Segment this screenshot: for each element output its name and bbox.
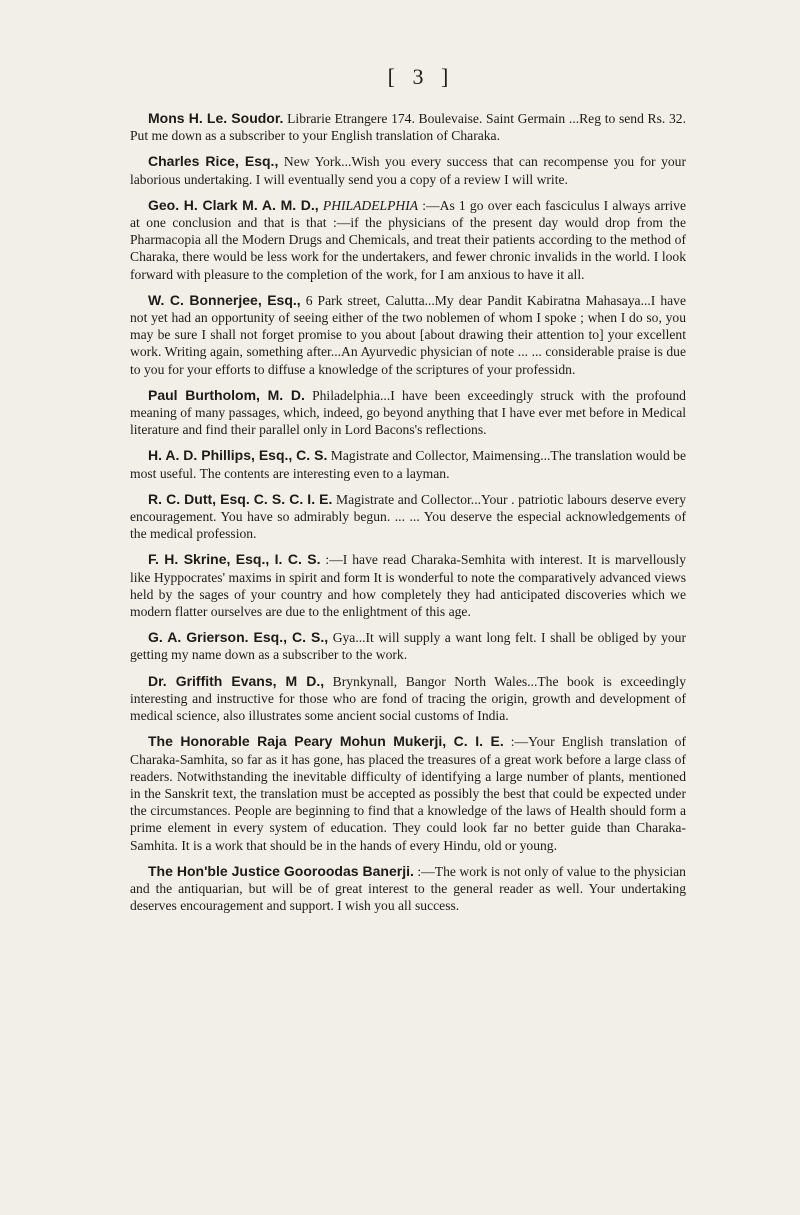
testimonial-author: Mons H. Le. Soudor. bbox=[148, 110, 284, 126]
testimonial-text: Magistrate and Collector...Your . patriotic labours deserve every encouragement. You have so admirably begun. ... ... You deserve the especial acknowledgements of the medical profession. bbox=[130, 491, 686, 542]
testimonial-entry bbox=[130, 153, 686, 187]
testimonial-author: W. C. Bonnerjee, Esq., bbox=[148, 291, 301, 308]
testimonial-text: :—As 1 go over each fasciculus I always arrive at one conclusion and that is that :—if the physicians of the present day would drop from the Pharmacopia all the Modern Drugs and Chemicals, and treat their patients according to the method of Charaka, there would be less work for the undertakers, and fewer chronic invalids in the world. I look forward with pleasure to the completion of the work, for I am anxious to have it all. bbox=[130, 197, 687, 282]
testimonial-text: Librarie Etrangere 174. Boulevaise. Saint Germain ...Reg to send Rs. 32. Put me down as a subscriber to your English translation of Charaka. bbox=[130, 111, 686, 144]
testimonial-entry bbox=[130, 673, 686, 725]
testimonial-author: The Honorable Raja Peary Mohun Mukerji, C. I. E. bbox=[148, 733, 504, 750]
testimonial-entry bbox=[130, 387, 686, 439]
testimonial-author: Charles Rice, Esq., bbox=[148, 153, 279, 170]
testimonial-text: :—I have read Charaka-Semhita with interest. It is marvellously like Hyppocrates' maxims in spirit and form It is wonderful to note the comparatively advanced views held by the sages of your country and how completely they had anticipated discoveries which we modern flatter ourselves are due to the enlightment of this age. bbox=[130, 552, 686, 620]
testimonial-text: :—Your English translation of Charaka-Samhita, so far as it has gone, has placed the treasures of a great work before a large class of readers. Notwithstanding the inevitable difficulty of identifying a large number of plants, mentioned in the Sanskrit text, the translation must be accepted as possibly the best that could be expected under the circumstances. People are beginning to find that a knowledge of the laws of Health should form a prime element in every system of education. They could look far no better guide than Charaka-Samhita. It is a work that should be in the hands of every Hindu, old or young. bbox=[130, 734, 687, 853]
testimonial-place: PHILADELPHIA bbox=[322, 197, 419, 213]
testimonial-author: R. C. Dutt, Esq. C. S. C. I. E. bbox=[148, 490, 333, 507]
testimonial-author: Paul Burtholom, M. D. bbox=[148, 386, 305, 403]
testimonial-entry bbox=[130, 629, 686, 663]
testimonial-entry bbox=[130, 197, 686, 283]
testimonial-entry bbox=[130, 447, 686, 481]
testimonial-text: Gya...It will supply a want long felt. I shall be obliged by your getting my name down as a subscriber to the work. bbox=[130, 630, 686, 663]
testimonial-text: Magistrate and Collector, Maimensing...The translation would be most useful. The contents are interesting even to a layman. bbox=[130, 448, 687, 481]
testimonial-entry bbox=[130, 863, 686, 915]
testimonial-author: H. A. D. Phillips, Esq., C. S. bbox=[148, 447, 328, 464]
testimonial-text: :—The work is not only of value to the physician and the antiquarian, but will be of great interest to the general reader as well. Your undertaking deserves encouragement and support. I wish you all success. bbox=[130, 863, 686, 914]
testimonial-author: Geo. H. Clark M. A. M. D., bbox=[148, 196, 319, 213]
testimonial-text: Philadelphia...I have been exceedingly struck with the profound meaning of many passages, which, indeed, go beyond anything that I have ever met before in Medical literature and find their parallel only in Lord Bacons's reflections. bbox=[130, 387, 686, 438]
testimonial-text: Brynkynall, Bangor North Wales...The book is exceedingly interesting and instructive for those who are fond of tracing the origin, growth and development of medical science, also illustrates some ancient social customs of India. bbox=[130, 673, 686, 724]
testimonial-author: Dr. Griffith Evans, M D., bbox=[148, 672, 325, 689]
testimonial-entry bbox=[130, 292, 686, 378]
testimonial-author: G. A. Grierson. Esq., C. S., bbox=[148, 629, 329, 646]
testimonial-text: 6 Park street, Calutta...My dear Pandit Kabiratna Mahasaya...I have not yet had an opportunity of seeing either of the two noblemen of whom I spoke ; when I do so, you may be sure I shall not forget promise to you about [about drawing their attention to] your excellent work. Writing again, something after...An Ayurvedic physician of note ... ... considerable praise is due to you for your efforts to diffuse a knowledge of the scriptures of your professidn. bbox=[130, 292, 686, 377]
testimonial-entry bbox=[130, 491, 686, 543]
testimonial-entry bbox=[130, 110, 686, 144]
testimonial-entry bbox=[130, 733, 686, 853]
testimonial-text: New York...Wish you every success that can recompense you for your laborious undertaking. I will eventually send you a copy of a review I will write. bbox=[130, 154, 686, 187]
testimonial-author: F. H. Skrine, Esq., I. C. S. bbox=[148, 551, 321, 568]
testimonial-author: The Hon'ble Justice Gooroodas Banerji. bbox=[148, 862, 414, 879]
page-number: [ 3 ] bbox=[387, 64, 455, 89]
testimonial-entry bbox=[130, 551, 686, 620]
